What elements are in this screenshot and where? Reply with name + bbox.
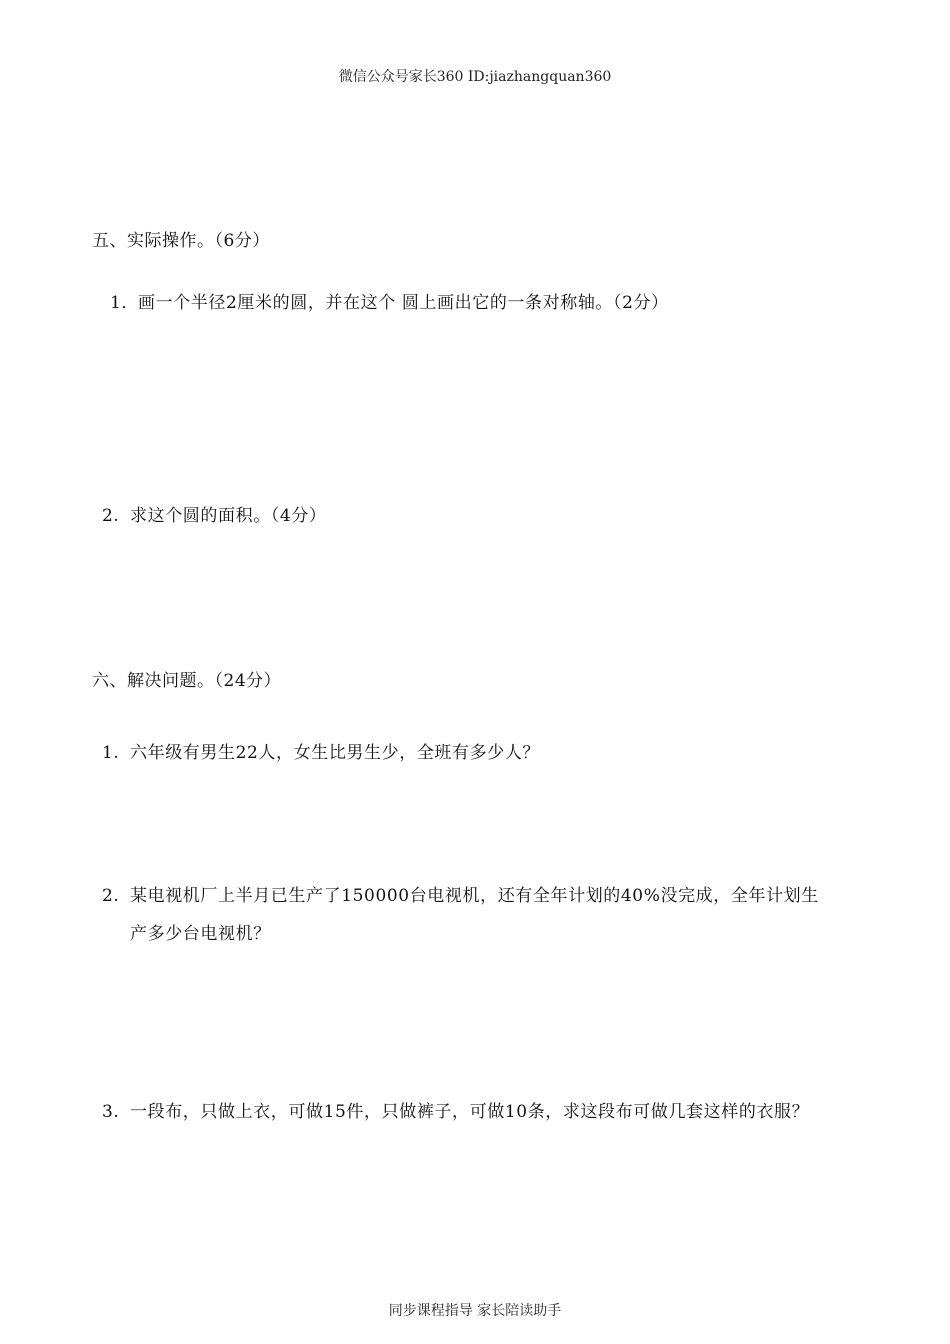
- question-text: 六年级有男生22人，女生比男生少，全班有多少人？: [130, 743, 541, 763]
- question-number: 2.: [102, 886, 120, 906]
- question-number: 1．: [110, 293, 140, 313]
- page-footer: 同步课程指导 家长陪读助手: [388, 1303, 562, 1319]
- question-text: 一段布，只做上衣，可做15件，只做裤子，可做10条，求这段布可做几套这样的衣服？: [130, 1102, 810, 1122]
- question-number: 2.: [102, 506, 120, 526]
- page-header: 微信公众号家长360 ID:jiazhangquan360: [338, 69, 612, 85]
- section-title-practical: 五、实际操作。（6分）: [92, 231, 270, 251]
- question-5-2: [102, 501, 327, 526]
- section-title-problem-solving: 六、解决问题。（24分）: [92, 671, 282, 691]
- question-5-1: [110, 288, 669, 313]
- question-number: 3.: [102, 1102, 120, 1122]
- question-number: 1.: [102, 743, 120, 763]
- question-6-3: [102, 1097, 809, 1122]
- question-text: 某电视机厂上半月已生产了150000台电视机，还有全年计划的40%没完成，全年计划生: [130, 886, 819, 906]
- question-text: 画一个半径2厘米的圆，并在这个 圆上画出它的一条对称轴。（2分）: [138, 293, 669, 313]
- question-6-2-continuation: 产多少台电视机？: [130, 924, 271, 944]
- question-6-1: [102, 738, 540, 763]
- question-text: 求这个圆的面积。（4分）: [130, 506, 327, 526]
- question-6-2: [102, 881, 819, 906]
